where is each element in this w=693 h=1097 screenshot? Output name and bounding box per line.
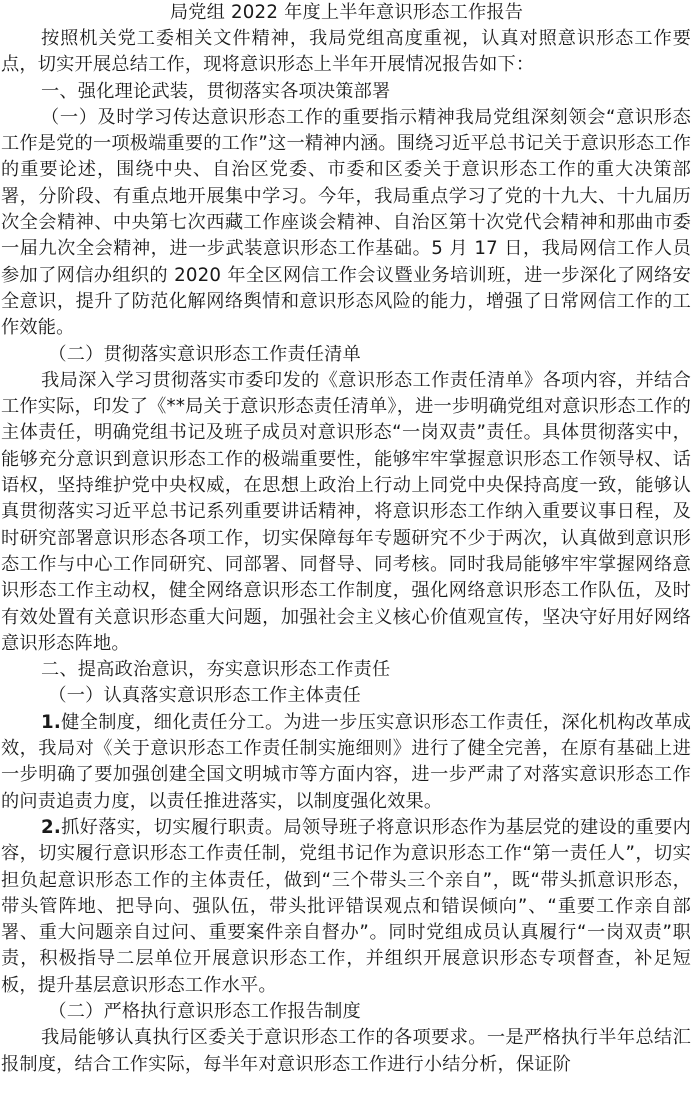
section-heading-2: 二、提高政治意识，夯实意识形态工作责任 [41, 659, 391, 681]
section-heading-1: 一、强化理论武装，贯彻落实各项决策部署 [41, 80, 391, 102]
item-text: 抓好落实，切实履行职责。局领导班子将意识形态作为基层党的建设的重要内容，切实履行意识形态工作责任制，党组书记作为意识形态工作“第一责任人”，切实担负起意识形态工作的主体责任，做到“三个带头三个亲自”，既“带头抓意识形态，带头管阵地、把导向、强队伍，带头批评错误观点和错误倾向”、“重要工作亲自部署、重大问题亲自过问、重要案件亲自督办”。同时党组成员认真履行“一岗双责”职责，积极指导二层单位开展意识形态工作，并组织开展意识形态专项督查，补足短板，提升基层意识形态工作水平。 [1, 816, 691, 996]
item-text: 健全制度，细化责任分工。为进一步压实意识形态工作责任，深化机构改革成效，我局对《关于意识形态工作责任制实施细则》进行了健全完善，在原有基础上进一步明确了要加强创建全国文明城市等方面内容，进一步严肃了对落实意识形态工作的问责追责力度，以责任推进落实，以制度强化效果。 [1, 711, 691, 812]
body-paragraph: 我局能够认真执行区委关于意识形态工作的各项要求。一是严格执行半年总结汇报制度，结合工作实际，每半年对意识形态工作进行小结分析，保证阶 [1, 1027, 691, 1075]
intro-paragraph: 按照机关党工委相关文件精神，我局党组高度重视，认真对照意识形态工作要点，切实开展总结工作，现将意识形态上半年开展情况报告如下： [1, 28, 691, 76]
subsection-heading: （二）严格执行意识形态工作报告制度 [48, 1000, 361, 1022]
subsection-heading: （二）贯彻落实意识形态工作责任清单 [48, 343, 361, 365]
numbered-paragraph [1, 815, 691, 999]
item-number: 2. [41, 816, 61, 838]
numbered-paragraph [1, 710, 691, 815]
body-paragraph: （一）及时学习传达意识形态工作的重要指示精神我局党组深刻领会“意识形态工作是党的一项极端重要的工作”这一精神内涵。围绕习近平总书记关于意识形态工作的重要论述，围绕中央、自治区党委、市委和区委关于意识形态工作的重大决策部署，分阶段、有重点地开展集中学习。今年，我局重点学习了党的十九大、十九届历次全会精神、中央第七次西藏工作座谈会精神、自治区第十次党代会精神和那曲市委一届九次全会精神，进一步武装意识形态工作基础。5 月 17 日，我局网信工作人员参加了网信办组织的 2020 年全区网信工作会议暨业务培训班，进一步深化了网络安全意识，提升了防范化解网络舆情和意识形态风险的能力，增强了日常网信工作的工作效能。 [1, 106, 691, 339]
subsection-heading: （一）认真落实意识形态工作主体责任 [48, 685, 361, 707]
body-paragraph: 我局深入学习贯彻落实市委印发的《意识形态工作责任清单》各项内容，并结合工作实际，印发了《**局关于意识形态责任清单》，进一步明确党组对意识形态工作的主体责任，明确党组书记及班子成员对意识形态“一岗双责”责任。具体贯彻落实中，能够充分意识到意识形态工作的极端重要性，能够牢牢掌握意识形态工作领导权、话语权，坚持维护党中央权威，在思想上政治上行动上同党中央保持高度一致，能够认真贯彻落实习近平总书记系列重要讲话精神，将意识形态工作纳入重要议事日程，及时研究部署意识形态各项工作，切实保障每年专题研究不少于两次，认真做到意识形态工作与中心工作同研究、同部署、同督导、同考核。同时我局能够牢牢掌握网络意识形态工作主动权，健全网络意识形态工作制度，强化网络意识形态工作队伍，及时有效处置有关意识形态重大问题，加强社会主义核心价值观宣传，坚决守好用好网络意识形态阵地。 [1, 369, 691, 654]
document-title: 局党组 2022 年度上半年意识形态工作报告 [169, 2, 524, 23]
document-body [0, 26, 693, 1078]
item-number: 1. [41, 711, 61, 733]
